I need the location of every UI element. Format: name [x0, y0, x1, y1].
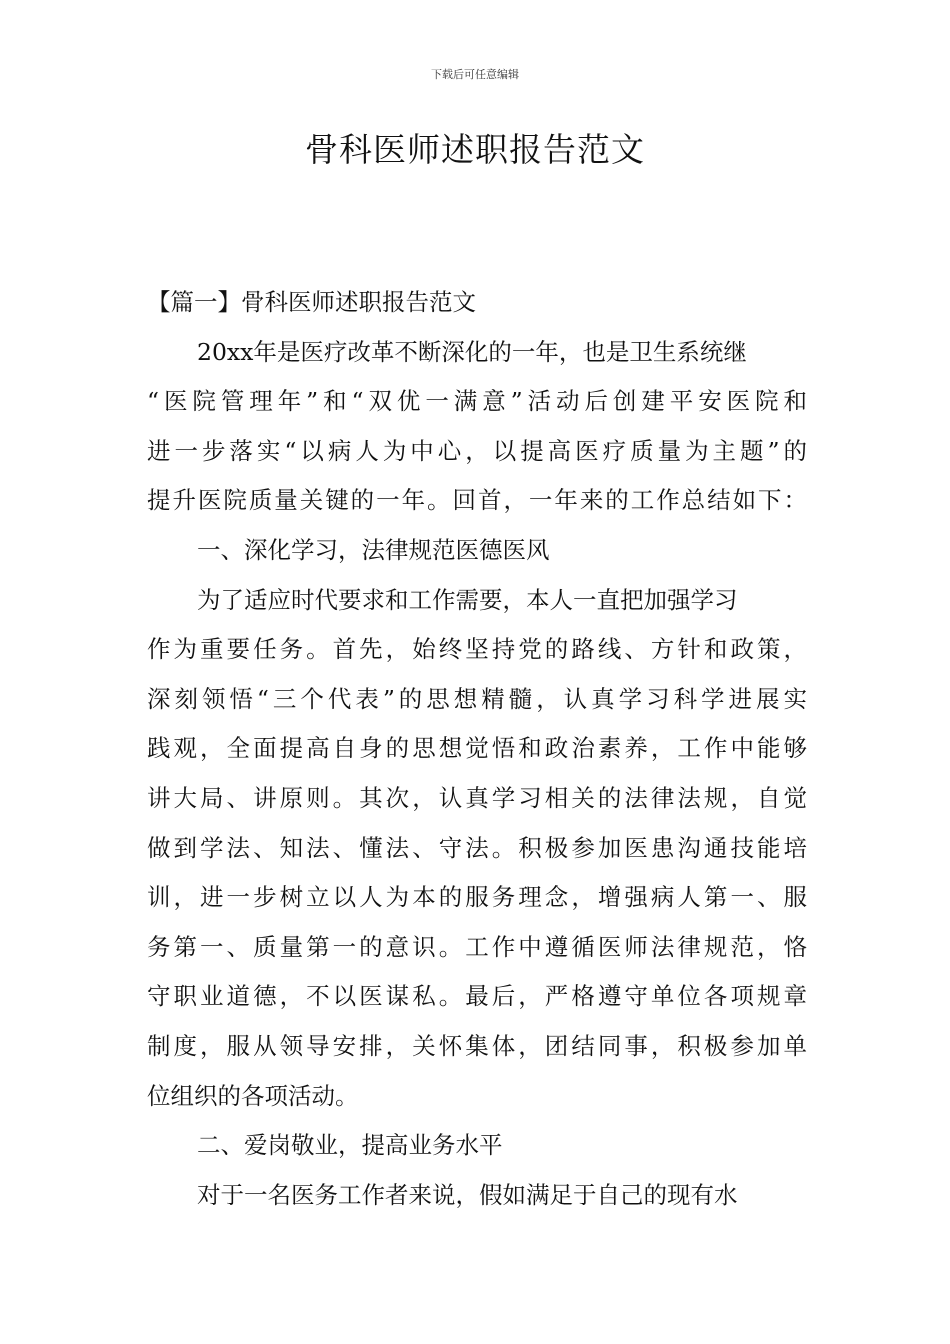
paragraph-line: 践观，全面提高自身的思想觉悟和政治素养，工作中能够 [147, 734, 807, 763]
paragraph-line: 20xx年是医疗改革不断深化的一年，也是卫生系统继 [197, 337, 747, 366]
section-heading: 【篇一】骨科医师述职报告范文 [147, 288, 476, 316]
document-title: 骨科医师述职报告范文 [305, 130, 645, 169]
subheading: 一、深化学习，法律规范医德医风 [197, 535, 550, 564]
subheading: 二、爱岗敬业，提高业务水平 [197, 1131, 503, 1160]
paragraph-line: 作为重要任务。首先，始终坚持党的路线、方针和政策， [147, 635, 807, 664]
paragraph-line: 守职业道德，不以医谋私。最后，严格遵守单位各项规章 [147, 982, 807, 1011]
paragraph-line: 进一步落实“以病人为中心，以提高医疗质量为主题”的 [147, 436, 807, 465]
paragraph-line: 深刻领悟“三个代表”的思想精髓，认真学习科学进展实 [147, 684, 807, 713]
paragraph-line: 提升医院质量关键的一年。回首，一年来的工作总结如下： [147, 486, 807, 515]
paragraph-line: 务第一、质量第一的意识。工作中遵循医师法律规范，恪 [147, 932, 807, 961]
document-body [147, 278, 807, 1220]
paragraph-line: 制度，服从领导安排，关怀集体，团结同事，积极参加单 [147, 1031, 807, 1060]
paragraph-line: 训，进一步树立以人为本的服务理念，增强病人第一、服 [147, 883, 807, 912]
paragraph-line: 位组织的各项活动。 [147, 1081, 359, 1110]
paragraph-line: “医院管理年”和“双优一满意”活动后创建平安医院和 [147, 387, 807, 416]
paragraph-line: 为了适应时代要求和工作需要，本人一直把加强学习 [197, 585, 738, 614]
paragraph-line: 做到学法、知法、懂法、守法。积极参加医患沟通技能培 [147, 833, 807, 862]
paragraph-line: 对于一名医务工作者来说，假如满足于自己的现有水 [197, 1180, 738, 1209]
paragraph-line: 讲大局、讲原则。其次，认真学习相关的法律法规，自觉 [147, 783, 807, 812]
header-note: 下载后可任意编辑 [431, 68, 519, 81]
